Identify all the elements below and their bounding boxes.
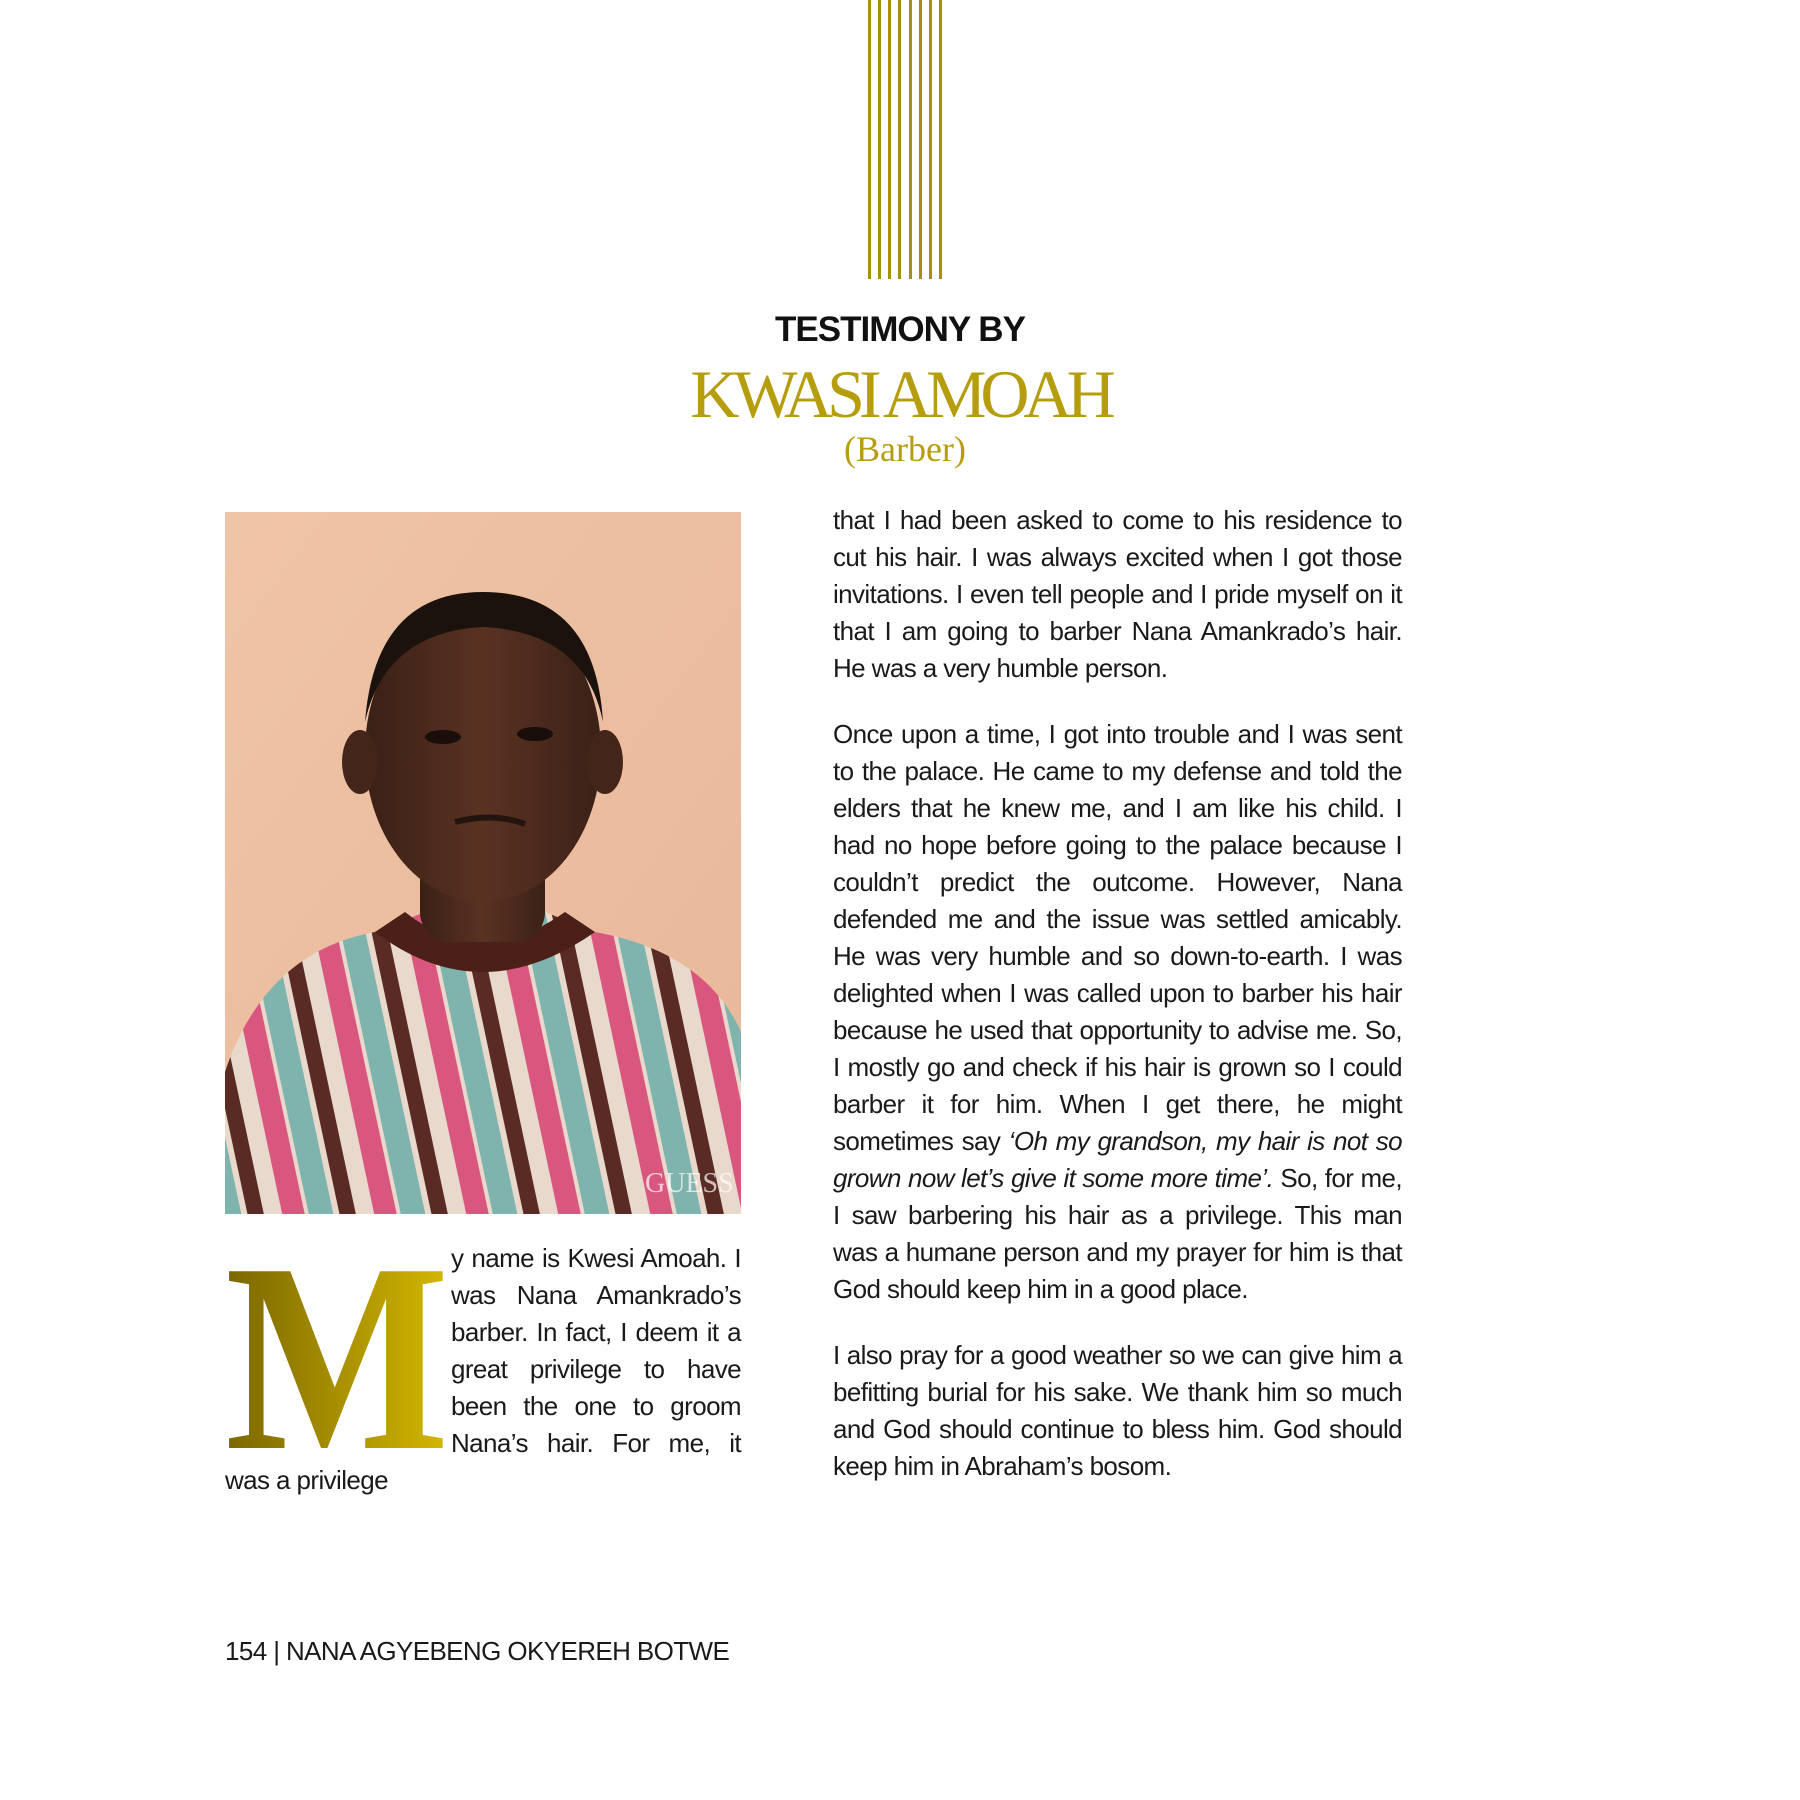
svg-text:M: M: [225, 1240, 449, 1452]
paragraph-2-text-end: So, for me, I saw barbering his hair as a privilege. This man was a humane person and my prayer for him is that God should keep him in a good place.: [833, 1163, 1402, 1304]
testimony-kicker: TESTIMONY BY: [775, 310, 1025, 349]
intro-paragraph: y name is Kwesi Amoah. I was Nana Amankrado’s barber. In fact, I deem it a great privilege to have been the one to groom Nana’s hair. For me, it was a privilege: [225, 1243, 741, 1495]
portrait-photo: [225, 512, 741, 1214]
paragraph-3: I also pray for a good weather so we can give him a befitting burial for his sake. We thank him so much and God should continue to bless him. God should keep him in Abraham’s bosom.: [833, 1340, 1402, 1481]
paragraph-2-text: Once upon a time, I got into trouble and I was sent to the palace. He came to my defense and told the elders that he knew me, and I am like his child. I had no hope before going to the palace because I couldn’t predict the outcome. However, Nana defended me and the issue was settled amicably. He was very humble and so down-to-earth. I was delighted when I was called upon to barber his hair because he used that opportunity to advise me. So, I mostly go and check if his hair is grown so I could barber it for him. When I get there, he might sometimes say: [833, 719, 1402, 1156]
shirt-label: GUESS: [645, 1168, 734, 1199]
drop-cap-m: [225, 1240, 449, 1452]
page-footer: [225, 1636, 729, 1667]
paragraph-2-quote: ‘Oh my grandson, my hair is not so grown now let’s give it some more time’.: [833, 1126, 1402, 1193]
page-number: 154: [225, 1636, 267, 1666]
paragraph-1: that I had been asked to come to his residence to cut his hair. I was always excited when I got those invitations. I even tell people and I pride myself on it that I am going to barber Nana Amankrado’s hair. He was a very humble person.: [833, 505, 1402, 683]
left-column-text: [225, 1240, 741, 1499]
testimony-author-name: KWASI AMOAH: [690, 356, 1110, 432]
paragraph-2: [833, 716, 1402, 1308]
author-role: (Barber): [844, 429, 966, 469]
footer-separator: |: [273, 1636, 280, 1666]
decorative-gold-lines: [868, 0, 942, 279]
right-column-text: [833, 502, 1402, 1514]
book-title: NANA AGYEBENG OKYEREH BOTWE: [286, 1636, 730, 1666]
